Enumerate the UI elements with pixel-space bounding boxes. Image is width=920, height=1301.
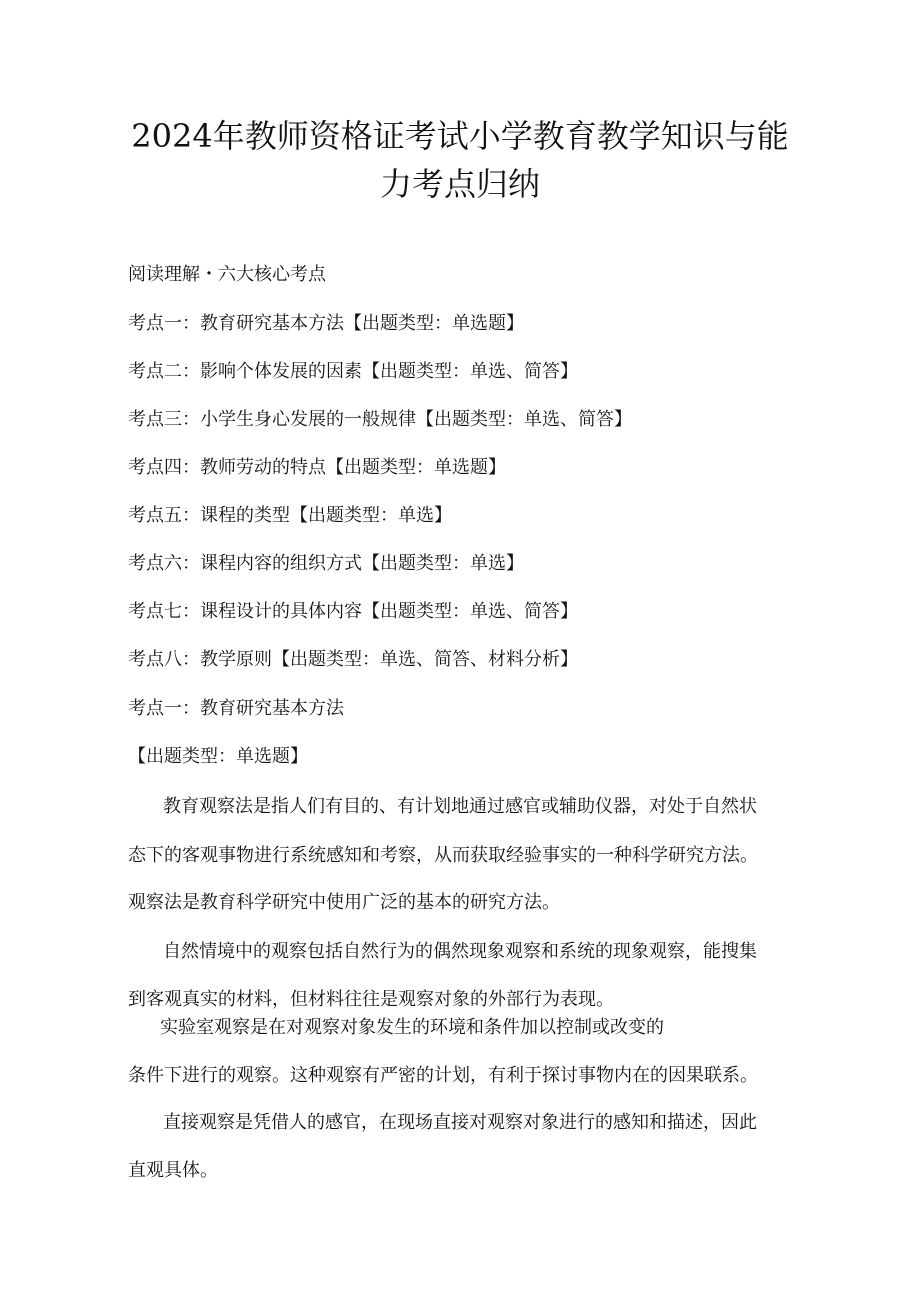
section-question-type: 【出题类型：单选题】 [128,746,308,767]
outline-item-7: 考点七：课程设计的具体内容【出题类型：单选、简答】 [128,601,578,622]
section-heading: 考点一：教育研究基本方法 [128,698,344,719]
document-title-line-1: 2024年教师资格证考试小学教育教学知识与能 [131,117,789,155]
outline-item-8: 考点八：教学原则【出题类型：单选、简答、材料分析】 [128,649,578,670]
body-paragraph-line: 条件下进行的观察。这种观察有严密的计划，有利于探讨事物内在的因果联系。 [128,1065,758,1086]
body-paragraph-line: 到客观真实的材料，但材料往往是观察对象的外部行为表现。 [128,989,614,1010]
document-title-line-2: 力考点归纳 [379,165,540,203]
body-paragraph-line: 实验室观察是在对观察对象发生的环境和条件加以控制或改变的 [160,1017,664,1038]
outline-item-1: 考点一：教育研究基本方法【出题类型：单选题】 [128,313,524,334]
outline-item-5: 考点五：课程的类型【出题类型：单选】 [128,505,452,526]
body-paragraph-line: 直接观察是凭借人的感官，在现场直接对观察对象进行的感知和描述，因此 [163,1112,757,1133]
outline-item-2: 考点二：影响个体发展的因素【出题类型：单选、简答】 [128,361,578,382]
outline-item-3: 考点三：小学生身心发展的一般规律【出题类型：单选、简答】 [128,409,632,430]
body-paragraph-line: 观察法是教育科学研究中使用广泛的基本的研究方法。 [128,892,560,913]
intro-text: 阅读理解・六大核心考点 [128,264,326,285]
body-paragraph-line: 教育观察法是指人们有目的、有计划地通过感官或辅助仪器，对处于自然状 [163,796,757,817]
body-paragraph-line: 态下的客观事物进行系统感知和考察，从而获取经验事实的一种科学研究方法。 [128,845,758,866]
body-paragraph-line: 直观具体。 [128,1160,218,1181]
body-paragraph-line: 自然情境中的观察包括自然行为的偶然现象观察和系统的现象观察，能搜集 [163,941,757,962]
outline-item-6: 考点六：课程内容的组织方式【出题类型：单选】 [128,553,524,574]
outline-item-4: 考点四：教师劳动的特点【出题类型：单选题】 [128,457,506,478]
